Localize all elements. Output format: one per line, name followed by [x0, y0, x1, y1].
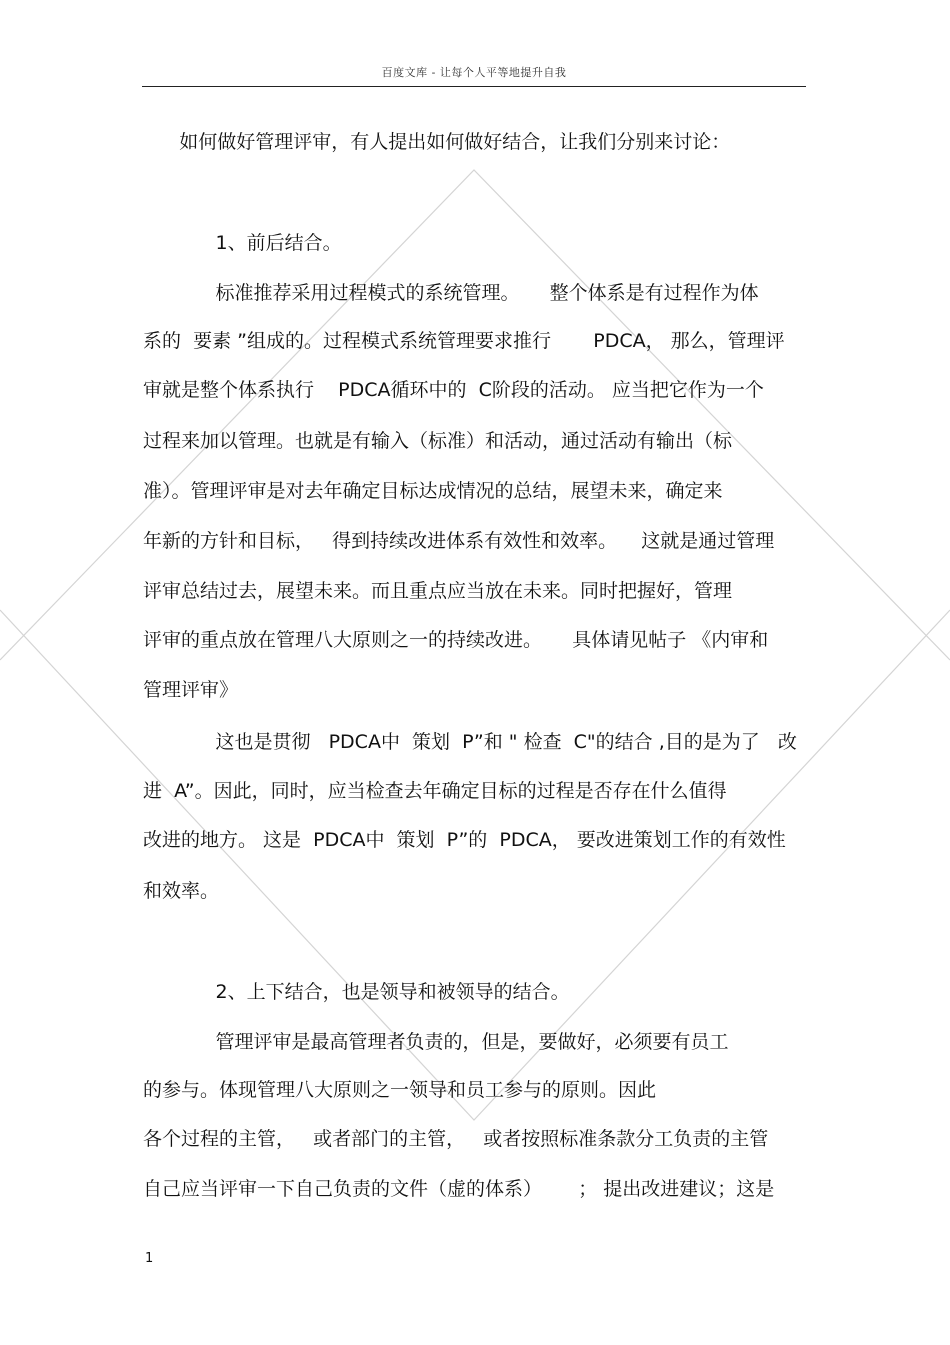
body-line: 如何做好管理评审，有人提出如何做好结合，让我们分别来讨论： [143, 131, 731, 153]
body-line: 管理评审》 [143, 679, 239, 701]
body-line: 各个过程的主管， 或者部门的主管， 或者按照标准条款分工负责的主管 [143, 1128, 769, 1150]
body-line: 自己应当评审一下自己负责的文件（虚的体系） ； 提出改进建议；这是 [143, 1178, 775, 1200]
body-line: 系的 要素 ”组成的。过程模式系统管理要求推行 PDCA， 那么，管理评 [143, 330, 785, 352]
body-line: 改进的地方。 这是 PDCA中 策划 P”的 PDCA， 要改进策划工作的有效性 [143, 829, 786, 851]
body-line: 评审的重点放在管理八大原则之一的持续改进。 具体请见帖子 《内审和 [143, 629, 769, 651]
body-line: 审就是整个体系执行 PDCA循环中的 C阶段的活动。 应当把它作为一个 [143, 379, 764, 401]
body-line: 和效率。 [143, 880, 220, 902]
body-line: 进 A”。因此，同时，应当检查去年确定目标的过程是否存在什么值得 [143, 780, 727, 802]
body-line: 管理评审是最高管理者负责的，但是，要做好，必须要有员工 [143, 1031, 729, 1053]
body-line: 这也是贯彻 PDCA中 策划 P”和 " 检查 C"的结合 ,目的是为了 改 [143, 731, 797, 753]
body-line: 过程来加以管理。也就是有输入（标准）和活动，通过活动有输出（标 [143, 430, 733, 452]
body-line: 准）。管理评审是对去年确定目标达成情况的总结，展望未来，确定来 [143, 480, 723, 502]
body-line: 评审总结过去，展望未来。而且重点应当放在未来。同时把握好，管理 [143, 580, 733, 602]
body-line: 年新的方针和目标， 得到持续改进体系有效性和效率。 这就是通过管理 [143, 530, 775, 552]
body-line: 标准推荐采用过程模式的系统管理。 整个体系是有过程作为体 [143, 282, 759, 304]
body-line: 的参与。体现管理八大原则之一领导和员工参与的原则。因此 [143, 1079, 657, 1101]
section-heading: 2、上下结合，也是领导和被领导的结合。 [143, 981, 570, 1003]
section-heading: 1、前后结合。 [143, 232, 342, 254]
page-header: 百度文库 - 让每个人平等地提升自我 [381, 66, 567, 79]
page-number: 1 [145, 1251, 154, 1266]
header-divider [142, 86, 806, 87]
